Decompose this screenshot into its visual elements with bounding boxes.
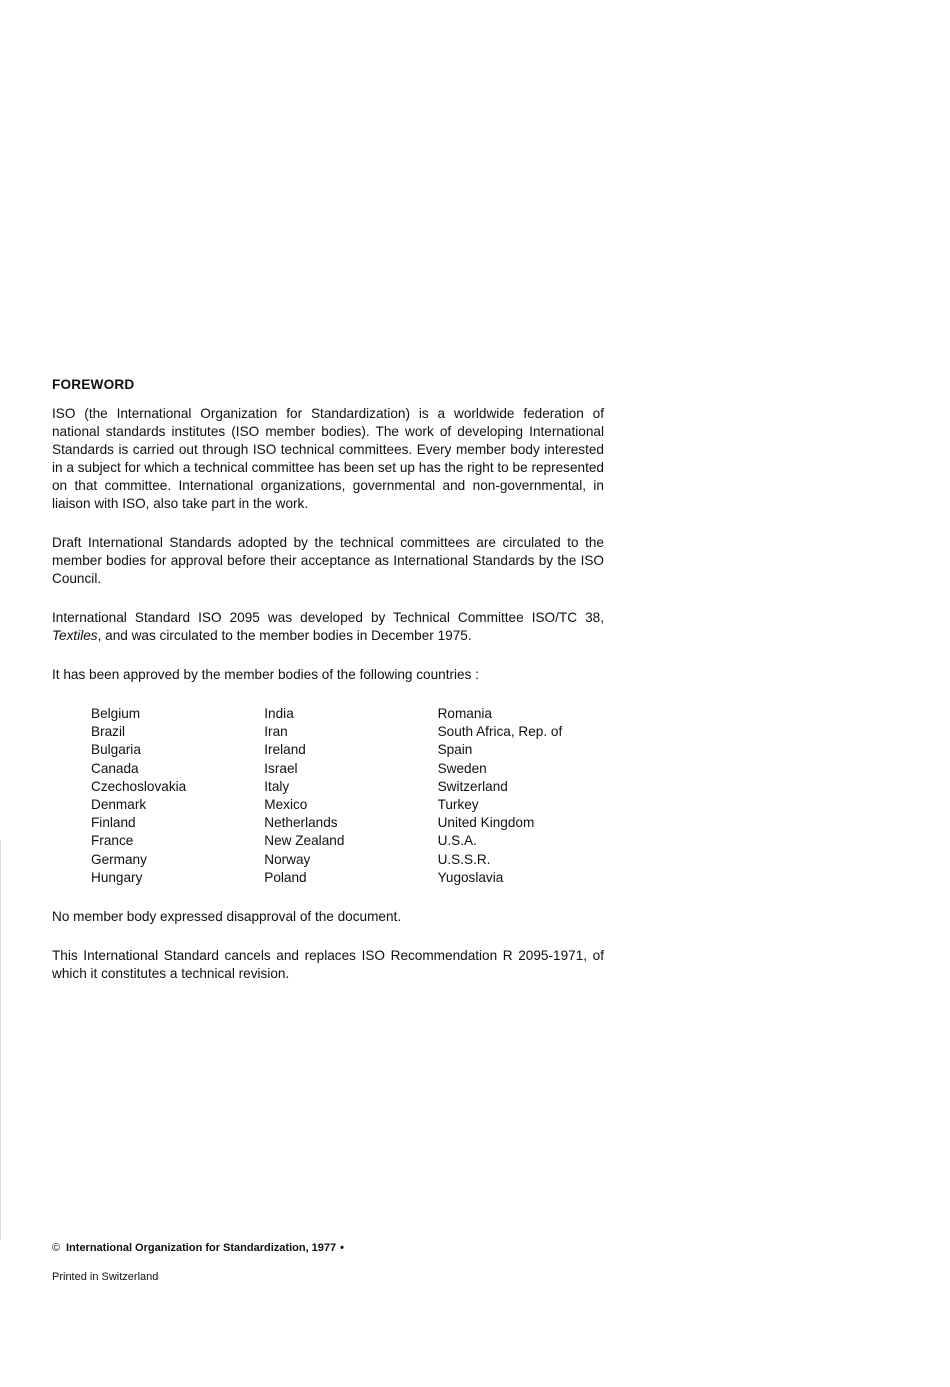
- copyright-text: International Organization for Standardization, 1977: [66, 1242, 337, 1254]
- country-item: Mexico: [264, 796, 308, 812]
- foreword-paragraph-4: It has been approved by the member bodies of the following countries :: [52, 667, 479, 682]
- country-item: Turkey: [437, 796, 479, 812]
- country-item: New Zealand: [264, 833, 345, 849]
- country-item: France: [91, 833, 134, 849]
- country-item: Sweden: [437, 760, 487, 776]
- country-item: U.S.A.: [437, 833, 477, 849]
- country-item: Finland: [91, 815, 136, 831]
- copyright-icon: ©: [52, 1242, 61, 1254]
- country-item: India: [264, 706, 294, 721]
- scan-edge-mark: [0, 840, 1, 1240]
- country-item: Belgium: [91, 706, 141, 721]
- country-item: Spain: [437, 742, 473, 758]
- bullet-icon: •: [340, 1242, 345, 1254]
- country-column-2: [264, 705, 437, 887]
- country-item: Iran: [264, 724, 288, 740]
- country-item: Denmark: [91, 796, 147, 812]
- printed-in-line: Printed in Switzerland: [52, 1271, 159, 1283]
- country-item: U.S.S.R.: [437, 851, 491, 867]
- country-column-1: [91, 705, 264, 887]
- country-item: Yugoslavia: [437, 869, 504, 885]
- committee-title-italic: Textiles: [52, 628, 98, 643]
- member-countries-list: [91, 705, 604, 887]
- foreword-paragraph-6: This International Standard cancels and replaces ISO Recommendation R 2095-1971, of which it constitutes a technical revision.: [52, 947, 604, 981]
- country-item: Hungary: [91, 869, 143, 885]
- country-item: Romania: [437, 706, 492, 721]
- country-item: Germany: [91, 851, 147, 867]
- country-item: South Africa, Rep. of: [437, 724, 563, 740]
- country-item: Poland: [264, 869, 307, 885]
- country-item: Ireland: [264, 742, 306, 758]
- country-item: Italy: [264, 778, 290, 794]
- foreword-paragraph-1: ISO (the International Organization for Standardization) is a worldwide federation of national standards institutes (ISO member bodies). The work of developing International Standards is carried out through ISO technical committees. Every member body interested in a subject for which a technical committee has been set up has the right to be represented on that committee. International organizations, governmental and non-governmental, in liaison with ISO, also take part in the work.: [52, 406, 604, 511]
- country-item: Bulgaria: [91, 742, 141, 758]
- foreword-paragraph-5: No member body expressed disapproval of the document.: [52, 908, 402, 924]
- country-item: Brazil: [91, 724, 125, 740]
- foreword-paragraph-3: [52, 609, 604, 645]
- country-column-3: [438, 705, 604, 887]
- country-item: Czechoslovakia: [91, 778, 187, 794]
- paragraph-3-text-start: International Standard ISO 2095 was developed by Technical Committee ISO/TC 38,: [52, 610, 604, 625]
- country-item: Norway: [264, 851, 311, 867]
- country-item: Canada: [91, 760, 139, 776]
- foreword-heading: FOREWORD: [52, 377, 135, 392]
- country-item: Netherlands: [264, 815, 338, 831]
- foreword-section: [52, 376, 604, 983]
- country-item: United Kingdom: [437, 815, 535, 831]
- copyright-line: [52, 1242, 344, 1254]
- paragraph-3-text-end: , and was circulated to the member bodies in December 1975.: [97, 628, 472, 643]
- foreword-paragraph-2: Draft International Standards adopted by the technical committees are circulated to the member bodies for approval before their acceptance as International Standards by the ISO Council.: [52, 535, 604, 586]
- country-item: Israel: [264, 760, 298, 776]
- country-item: Switzerland: [437, 778, 508, 794]
